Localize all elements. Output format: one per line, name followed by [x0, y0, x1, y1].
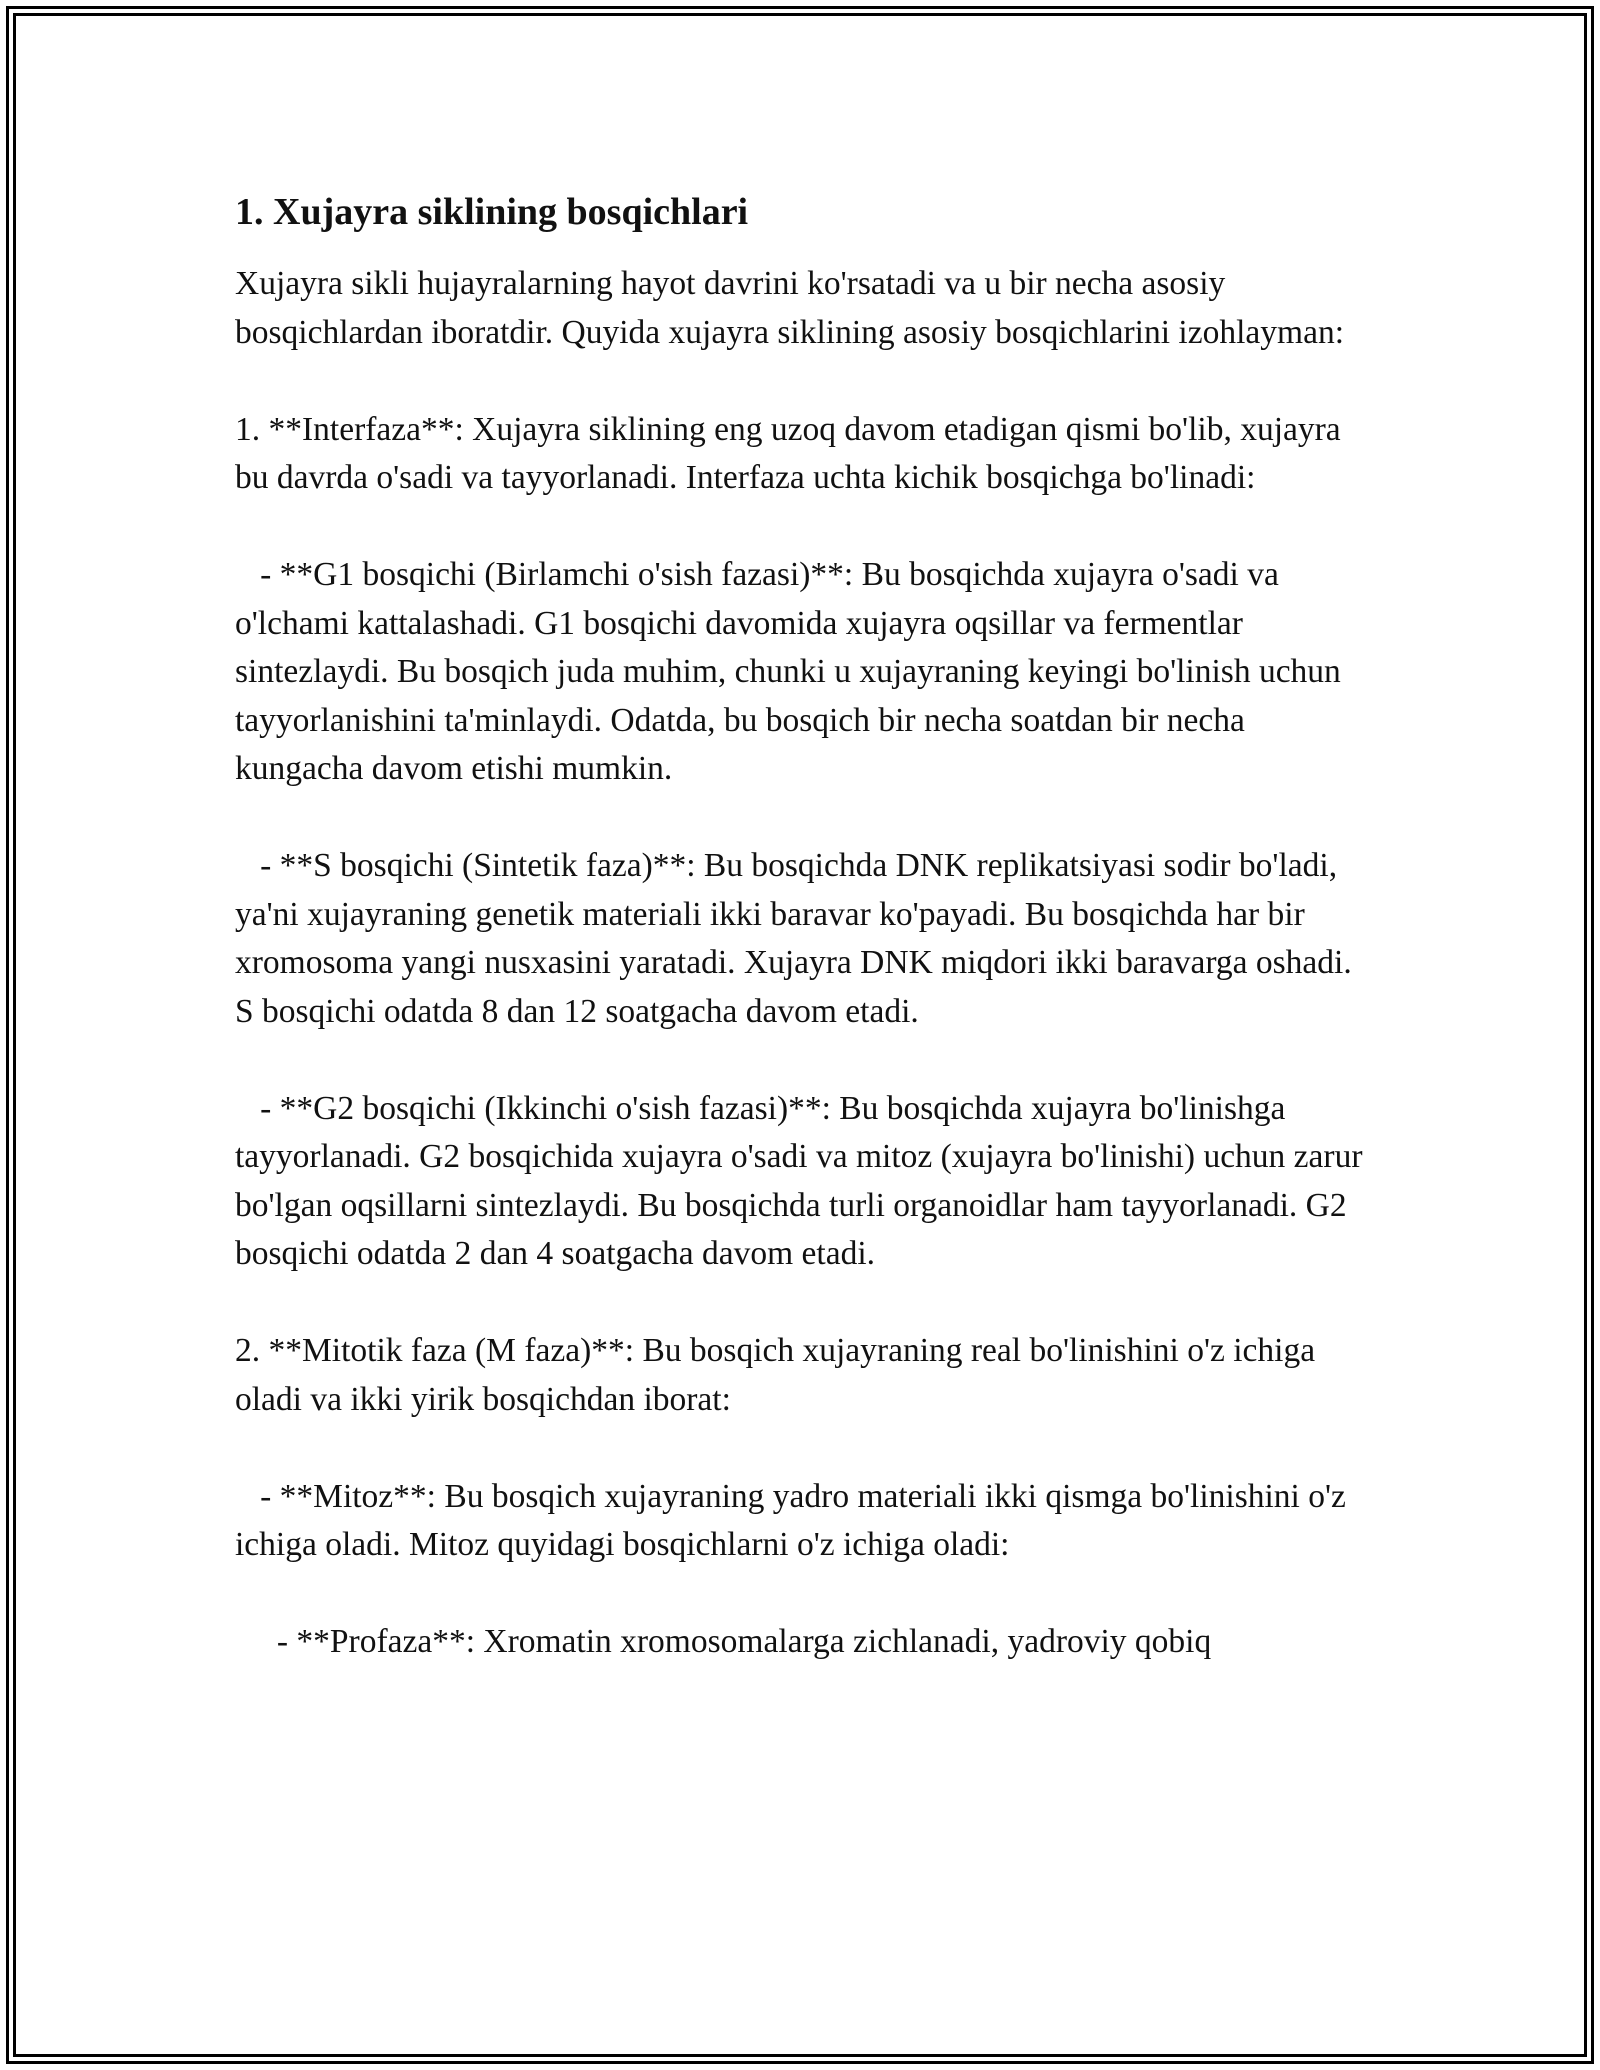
mitotik-faza-paragraph: 2. **Mitotik faza (M faza)**: Bu bosqich xujayraning real bo'linishini o'z ichiga oladi va ikki yirik bosqichdan iborat: [235, 1332, 1324, 1418]
mitoz-paragraph: - **Mitoz**: Bu bosqich xujayraning yadro materiali ikki qismga bo'linishini o'z ichiga oladi. Mitoz quyidagi bosqichlarni o'z ichiga oladi: [235, 1477, 1355, 1563]
document-body [235, 188, 1371, 1667]
intro-paragraph: Xujayra sikli hujayralarning hayot davrini ko'rsatadi va u bir necha asosiy bosqichlardan iboratdir. Quyida xujayra siklining asosiy bosqichlarini izohlayman: [235, 265, 1345, 351]
section-heading: 1. Xujayra siklining bosqichlari [235, 191, 749, 233]
profaza-paragraph: - **Profaza**: Xromatin xromosomalarga zichlanadi, yadroviy qobiq [235, 1623, 1212, 1660]
g2-paragraph: - **G2 bosqichi (Ikkinchi o'sish fazasi)**: Bu bosqichda xujayra bo'linishga tayyorlanadi. G2 bosqichida xujayra o'sadi va mitoz (xujayra bo'linishi) uchun zarur bo'lgan oqsillarni sintezlaydi. Bu bosqichda turli organoidlar ham tayyorlanadi. G2 bosqichi odatda 2 dan 4 soatgacha davom etadi. [235, 1089, 1371, 1272]
g1-paragraph: - **G1 bosqichi (Birlamchi o'sish fazasi)**: Bu bosqichda xujayra o'sadi va o'lchami kattalashadi. G1 bosqichi davomida xujayra oqsillar va fermentlar sintezlaydi. Bu bosqich juda muhim, chunki u xujayraning keyingi bo'linish uchun tayyorlanishini ta'minlaydi. Odatda, bu bosqich bir necha soatdan bir necha kungacha davom etishi mumkin. [235, 556, 1350, 787]
interfaza-paragraph: 1. **Interfaza**: Xujayra siklining eng uzoq davom etadigan qismi bo'lib, xujayra bu davrda o'sadi va tayyorlanadi. Interfaza uchta kichik bosqichga bo'linadi: [235, 410, 1350, 496]
s-paragraph: - **S bosqichi (Sintetik faza)**: Bu bosqichda DNK replikatsiyasi sodir bo'ladi, ya'ni xujayraning genetik materiali ikki baravar ko'payadi. Bu bosqichda har bir xromosoma yangi nusxasini yaratadi. Xujayra DNK miqdori ikki baravarga oshadi. S bosqichi odatda 8 dan 12 soatgacha davom etadi. [235, 847, 1361, 1030]
